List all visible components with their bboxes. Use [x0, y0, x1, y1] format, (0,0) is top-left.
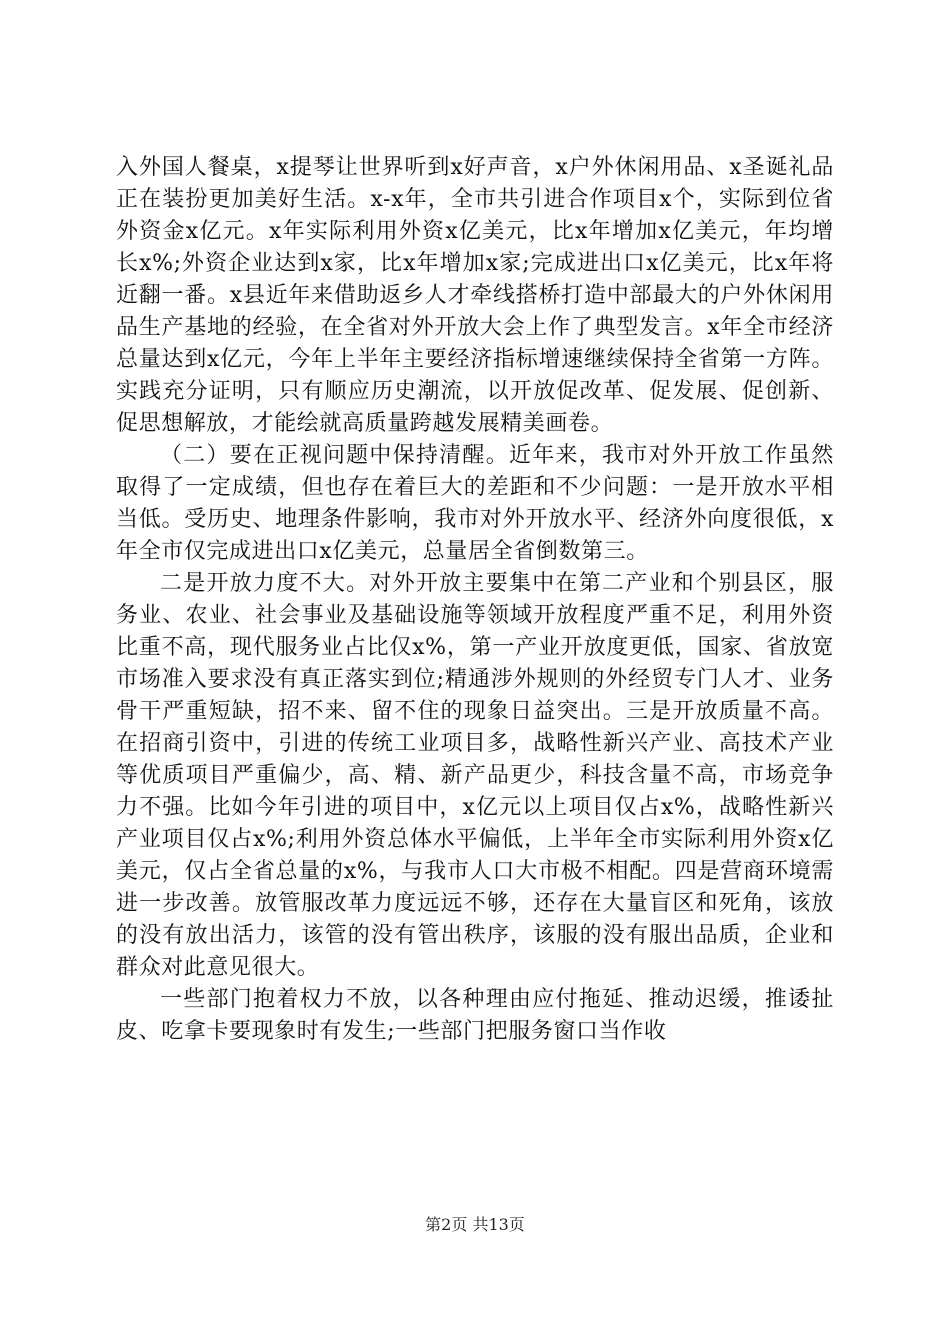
page-number-footer: 第2页 共13页: [425, 1215, 525, 1234]
paragraph-continued: 入外国人餐桌，x提琴让世界听到x好声音，x户外休闲用品、x圣诞礼品正在装扮更加美好生活。x-x年，全市共引进合作项目x个，实际到位省外资金x亿元。x年实际利用外资x亿美元，比x年增加x亿美元，年均增长x%;外资企业达到x家，比x年增加x家;完成进出口x亿美元，比x年将近翻一番。x县近年来借助返乡人才牵线搭桥打造中部最大的户外休闲用品生产基地的经验，在全省对外开放大会上作了典型发言。x年全市经济总量达到x亿元，今年上半年主要经济指标增速继续保持全省第一方阵。实践充分证明，只有顺应历史潮流，以开放促改革、促发展、促创新、促思想解放，才能绘就高质量跨越发展精美画卷。: [116, 155, 834, 436]
paragraph-departments: 一些部门抱着权力不放，以各种理由应付拖延、推动迟缓，推诿扯皮、吃拿卡要现象时有发生;一些部门把服务窗口当作收: [116, 987, 834, 1044]
paragraph-problems: 二是开放力度不大。对外开放主要集中在第二产业和个别县区，服务业、农业、社会事业及基础设施等领域开放程度严重不足，利用外资比重不高，现代服务业占比仅x%，第一产业开放度更低，国家、省放宽市场准入要求没有真正落实到位;精通涉外规则的外经贸专门人才、业务骨干严重短缺，招不来、留不住的现象日益突出。三是开放质量不高。在招商引资中，引进的传统工业项目多，战略性新兴产业、高技术产业等优质项目严重偏少，高、精、新产品更少，科技含量不高，市场竞争力不强。比如今年引进的项目中，x亿元以上项目仅占x%，战略性新兴产业项目仅占x%;利用外资总体水平偏低，上半年全市实际利用外资x亿美元，仅占全省总量的x%，与我市人口大市极不相配。四是营商环境需进一步改善。放管服改革力度远远不够，还存在大量盲区和死角，该放的没有放出活力，该管的没有管出秩序，该服的没有服出品质，企业和群众对此意见很大。: [116, 571, 834, 980]
document-body: [116, 152, 834, 1048]
paragraph-section-two: （二）要在正视问题中保持清醒。近年来，我市对外开放工作虽然取得了一定成绩，但也存在着巨大的差距和不少问题：一是开放水平相当低。受历史、地理条件影响，我市对外开放水平、经济外向度很低，x年全市仅完成进出口x亿美元，总量居全省倒数第三。: [116, 443, 834, 564]
